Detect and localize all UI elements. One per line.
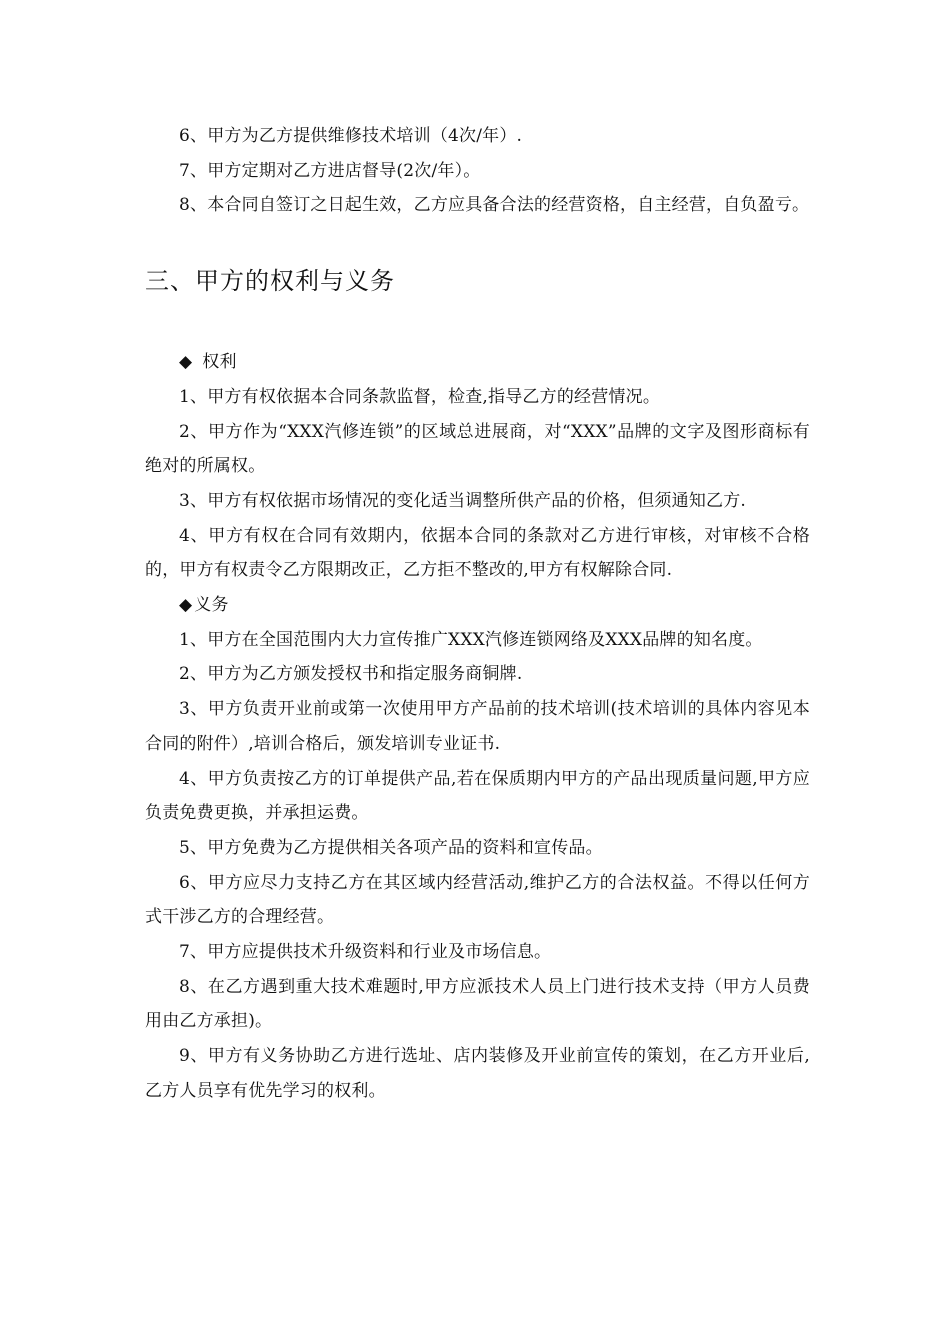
rights-item: 2、甲方作为“XXX汽修连锁”的区域总进展商，对“XXX”品牌的文字及图形商标有绝对的所属权。 (145, 421, 810, 477)
duties-item: 5、甲方免费为乙方提供相关各项产品的资料和宣传品。 (179, 837, 603, 858)
rights-item: 3、甲方有权依据市场情况的变化适当调整所供产品的价格，但须通知乙方. (179, 490, 747, 511)
section3-heading: 三、甲方的权利与义务 (145, 267, 395, 296)
duties-item: 4、甲方负责按乙方的订单提供产品,若在保质期内甲方的产品出现质量问题,甲方应负责免费更换，并承担运费。 (145, 768, 810, 824)
document-page (145, 119, 810, 1109)
rights-title: 权利 (202, 352, 237, 373)
clause-paragraph: 6、甲方为乙方提供维修技术培训（4次/年）. (179, 126, 523, 146)
clause-paragraph: 8、本合同自签订之日起生效，乙方应具备合法的经营资格，自主经营，自负盈亏。 (179, 195, 810, 216)
duties-item: 2、甲方为乙方颁发授权书和指定服务商铜牌. (179, 664, 523, 685)
clause-paragraph: 7、甲方定期对乙方进店督导(2次/年）。 (179, 160, 481, 181)
section2-tail (145, 119, 810, 223)
diamond-bullet-icon: ◆ (179, 352, 193, 373)
duties-item: 6、甲方应尽力支持乙方在其区域内经营活动,维护乙方的合法权益。不得以任何方式干涉乙方的合理经营。 (145, 872, 810, 928)
rights-list (145, 380, 810, 588)
rights-item: 1、甲方有权依据本合同条款监督，检查,指导乙方的经营情况。 (179, 386, 661, 407)
duties-list (145, 623, 810, 1109)
rights-subheading (145, 345, 810, 380)
duties-item: 3、甲方负责开业前或第一次使用甲方产品前的技术培训(技术培训的具体内容见本合同的附件）,培训合格后，颁发培训专业证书. (145, 699, 810, 754)
duties-item: 7、甲方应提供技术升级资料和行业及市场信息。 (179, 942, 552, 963)
duties-item: 8、在乙方遇到重大技术难题时,甲方应派技术人员上门进行技术支持（甲方人员费用由乙方承担)。 (145, 976, 810, 1032)
duties-item: 1、甲方在全国范围内大力宣传推广XXX汽修连锁网络及XXX品牌的知名度。 (179, 629, 763, 650)
duties-item: 9、甲方有义务协助乙方进行选址、店内装修及开业前宣传的策划，在乙方开业后,乙方人员享有优先学习的权利。 (145, 1046, 810, 1101)
duties-title: 义务 (194, 595, 229, 616)
diamond-bullet-icon: ◆ (179, 595, 193, 616)
duties-subheading (145, 588, 810, 623)
rights-item: 4、甲方有权在合同有效期内，依据本合同的条款对乙方进行审核，对审核不合格的，甲方有权责令乙方限期改正，乙方拒不整改的,甲方有权解除合同. (145, 525, 810, 581)
